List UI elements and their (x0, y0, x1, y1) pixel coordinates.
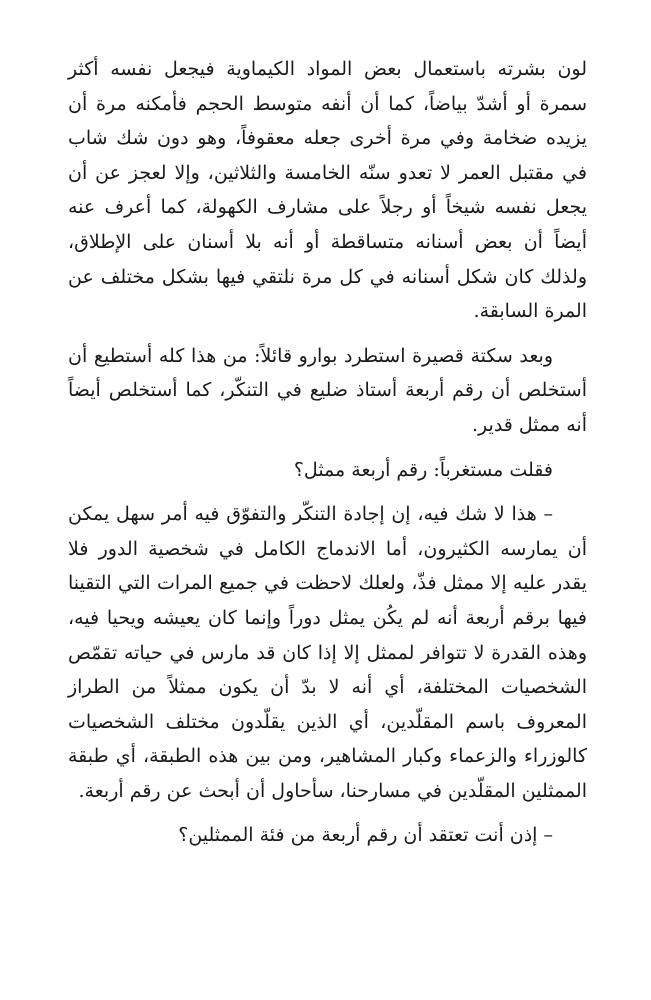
paragraph-4: – هذا لا شك فيه، إن إجادة التنكّر والتفوّق فيه أمر سهل يمكن أن يمارسه الكثيرون، أما الاندماج الكامل في شخصية الدور فلا يقدر عليه إلا ممثل فذّ، ولعلك لاحظت في جميع المرات التي التقينا فيها برقم أربعة أنه لم يكُن يمثل دوراً وإنما كان يعيشه ويحيا فيه، وهذه القدرة لا تتوافر لممثل إلا إذا كان قد مارس في حياته تقمّص الشخصيات المختلفة، أي أنه لا بدّ أن يكون ممثلاً من الطراز المعروف باسم المقلّدين، أي الذين يقلّدون مختلف الشخصيات كالوزراء والزعماء وكبار المشاهير، ومن بين هذه الطبقة، أي طبقة الممثلين المقلّدين في مسارحنا، سأحاول أن أبحث عن رقم أربعة. (68, 503, 587, 802)
paragraph-1: لون بشرته باستعمال بعض المواد الكيماوية فيجعل نفسه أكثر سمرة أو أشدّ بياضاً، كما أن أنفه متوسط الحجم فأمكنه مرة أن يزيده ضخامة وفي مرة أخرى جعله معقوفاً، وهو دون شك شاب في مقتبل العمر لا تعدو سنّه الخامسة والثلاثين، وإلا لعجز عن أن يجعل نفسه شيخاً أو رجلاً على مشارف الكهولة، كما أعرف عنه أيضاً أن بعض أسنانه متساقطة أو أنه بلا أسنان على الإطلاق، ولذلك كان شكل أسنانه في كل مرة نلتقي فيها بشكل مختلف عن المرة السابقة. (68, 58, 587, 323)
paragraph-3: فقلت مستغرباً: رقم أربعة ممثل؟ (293, 458, 553, 481)
paragraph-2: وبعد سكتة قصيرة استطرد بوارو قائلاً: من هذا كله أستطيع أن أستخلص أن رقم أربعة أستاذ ضليع في التنكّر، كما أستخلص أيضاً أنه ممثل قدير. (68, 344, 587, 436)
page-text (68, 52, 587, 853)
paragraph-5: – إذن أنت تعتقد أن رقم أربعة من فئة الممثلين؟ (178, 824, 553, 847)
